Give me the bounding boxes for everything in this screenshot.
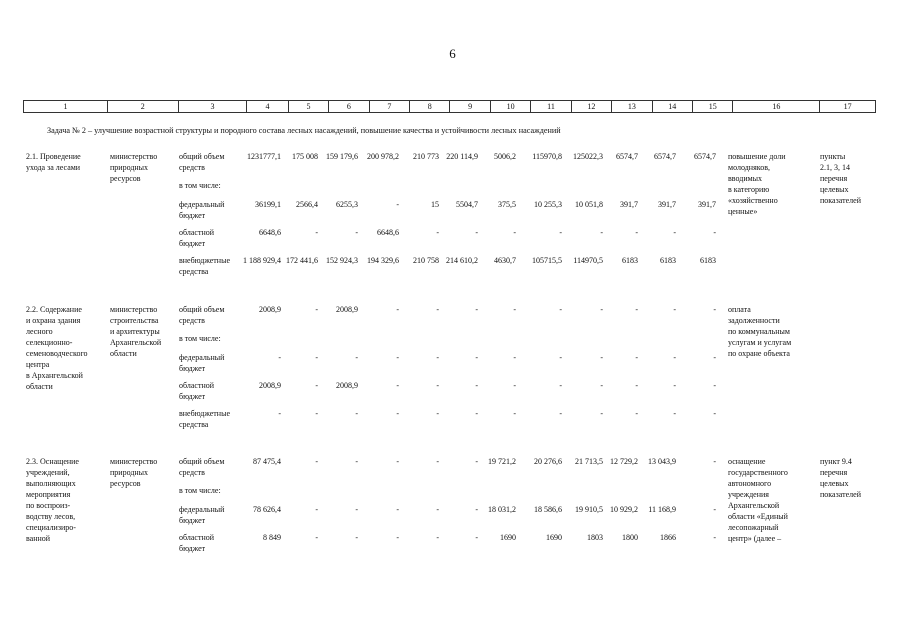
item-name-line: в Архангельской	[26, 371, 83, 380]
item-name-line: водству лесов,	[26, 512, 76, 521]
funding-value-cell: -	[315, 228, 318, 237]
expected-result-line: Архангельской	[728, 501, 780, 510]
funding-value-cell: -	[278, 409, 281, 418]
funding-value-cell: -	[513, 305, 516, 314]
funding-value-cell: 375,5	[498, 200, 516, 209]
funding-value-cell: -	[713, 409, 716, 418]
funding-value-cell: -	[315, 305, 318, 314]
funding-value-cell: -	[355, 533, 358, 542]
executor-line: природных	[110, 163, 149, 172]
funding-value-cell: 6574,7	[694, 152, 716, 161]
funding-value-cell: 36199,1	[255, 200, 281, 209]
task-title: Задача № 2 – улучшение возрастной структуры и породного состава лесных насаждений, повышение качества и устойчивости лесных насаждений	[47, 126, 561, 135]
expected-result-line: оснащение	[728, 457, 766, 466]
funding-value-cell: 12 729,2	[610, 457, 638, 466]
item-name-line: специализиро-	[26, 523, 76, 532]
funding-value-cell: 6255,3	[336, 200, 358, 209]
funding-value-cell: -	[713, 305, 716, 314]
item-name-line: 2.1. Проведение	[26, 152, 81, 161]
funding-value-cell: -	[475, 457, 478, 466]
funding-value-cell: -	[396, 409, 399, 418]
funding-source-label: областной	[179, 228, 215, 237]
page-number: 6	[449, 46, 456, 61]
funding-value-cell: -	[713, 381, 716, 390]
funding-value-cell: -	[315, 505, 318, 514]
funding-value-cell: -	[673, 228, 676, 237]
column-number-cell: 12	[571, 101, 611, 113]
expected-result-line: по коммунальным	[728, 327, 790, 336]
item-name-line: по воспроиз-	[26, 501, 71, 510]
column-number-cell: 9	[450, 101, 490, 113]
funding-value-cell: 2008,9	[336, 381, 358, 390]
funding-value-cell: 2566,4	[296, 200, 318, 209]
funding-value-cell: -	[436, 457, 439, 466]
column-number-cell: 10	[490, 101, 530, 113]
funding-value-cell: -	[436, 505, 439, 514]
funding-source-label: внебюджетные	[179, 256, 230, 265]
funding-source-label: бюджет	[179, 239, 206, 248]
funding-value-cell: -	[315, 409, 318, 418]
expected-result-line: ценные»	[728, 207, 758, 216]
executor-line: области	[110, 349, 137, 358]
indicator-line: показателей	[820, 490, 861, 499]
item-name-line: семеноводческого	[26, 349, 88, 358]
expected-result-line: центр» (далее –	[728, 534, 782, 543]
expected-result-line: области «Единый	[728, 512, 788, 521]
funding-value-cell: -	[475, 353, 478, 362]
funding-value-cell: 11 168,9	[648, 505, 676, 514]
funding-value-cell: 19 721,2	[488, 457, 516, 466]
funding-value-cell: 10 255,3	[534, 200, 562, 209]
executor-line: и архитектуры	[110, 327, 160, 336]
funding-value-cell: -	[436, 409, 439, 418]
funding-value-cell: 159 179,6	[326, 152, 358, 161]
executor-line: министерство	[110, 457, 158, 466]
funding-value-cell: 6183	[660, 256, 676, 265]
funding-value-cell: 2008,9	[259, 305, 281, 314]
funding-value-cell: -	[396, 533, 399, 542]
item-name-line: области	[26, 382, 53, 391]
funding-value-cell: -	[475, 305, 478, 314]
funding-value-cell: -	[355, 457, 358, 466]
indicator-line: пункт 9.4	[820, 457, 852, 466]
funding-value-cell: 2008,9	[259, 381, 281, 390]
item-name-line: 2.2. Содержание	[26, 305, 82, 314]
expected-result-line: вводимых	[728, 174, 763, 183]
column-number-cell: 4	[247, 101, 288, 113]
funding-value-cell: -	[713, 457, 716, 466]
funding-value-cell: 4630,7	[494, 256, 516, 265]
column-number-cell: 14	[652, 101, 692, 113]
column-number-cell: 3	[178, 101, 247, 113]
indicator-line: целевых	[820, 479, 849, 488]
funding-value-cell: 10 051,8	[575, 200, 603, 209]
funding-value-cell: 1803	[587, 533, 603, 542]
funding-value-cell: -	[475, 381, 478, 390]
column-number-cell: 17	[820, 101, 876, 113]
column-number-cell: 7	[369, 101, 409, 113]
funding-value-cell: -	[355, 505, 358, 514]
funding-value-cell: 18 586,6	[534, 505, 562, 514]
funding-value-cell: -	[559, 228, 562, 237]
expected-result-line: автономного	[728, 479, 772, 488]
column-number-cell: 11	[531, 101, 571, 113]
funding-value-cell: -	[355, 228, 358, 237]
funding-value-cell: 115970,8	[532, 152, 562, 161]
funding-source-label: общий объем	[179, 305, 225, 314]
funding-source-label: средств	[179, 468, 205, 477]
expected-result-line: учреждения	[728, 490, 769, 499]
funding-value-cell: 6648,6	[259, 228, 281, 237]
executor-line: строительства	[110, 316, 159, 325]
expected-result-line: по охране объекта	[728, 349, 790, 358]
funding-value-cell: 78 626,4	[253, 505, 281, 514]
funding-source-label: средства	[179, 420, 209, 429]
funding-value-cell: 125022,3	[573, 152, 603, 161]
column-number-cell: 15	[692, 101, 732, 113]
expected-result-line: молодняков,	[728, 163, 771, 172]
in-that-label: в том числе:	[179, 334, 221, 343]
executor-line: ресурсов	[110, 479, 141, 488]
funding-value-cell: 6183	[700, 256, 716, 265]
funding-value-cell: 10 929,2	[610, 505, 638, 514]
funding-value-cell: 5006,2	[494, 152, 516, 161]
column-number-cell: 6	[329, 101, 369, 113]
funding-value-cell: -	[673, 381, 676, 390]
funding-source-label: бюджет	[179, 211, 206, 220]
funding-value-cell: -	[635, 381, 638, 390]
funding-value-cell: -	[559, 409, 562, 418]
funding-value-cell: 6183	[622, 256, 638, 265]
column-number-cell: 8	[410, 101, 450, 113]
funding-value-cell: -	[713, 353, 716, 362]
indicator-line: 2.1, 3, 14	[820, 163, 850, 172]
funding-value-cell: -	[475, 505, 478, 514]
funding-value-cell: 20 276,6	[534, 457, 562, 466]
funding-value-cell: -	[635, 228, 638, 237]
funding-value-cell: -	[475, 409, 478, 418]
column-number-cell: 2	[107, 101, 178, 113]
item-name-line: и охрана здания	[26, 316, 81, 325]
funding-value-cell: -	[315, 381, 318, 390]
funding-value-cell: 1 188 929,4	[243, 256, 281, 265]
funding-value-cell: 1866	[660, 533, 676, 542]
funding-value-cell: -	[315, 353, 318, 362]
funding-value-cell: 1800	[622, 533, 638, 542]
funding-value-cell: 5504,7	[456, 200, 478, 209]
funding-value-cell: -	[635, 353, 638, 362]
item-name-line: ухода за лесами	[26, 163, 81, 172]
funding-value-cell: -	[713, 228, 716, 237]
funding-value-cell: -	[600, 353, 603, 362]
funding-value-cell: -	[396, 505, 399, 514]
item-name-line: селекционно-	[26, 338, 73, 347]
funding-value-cell: 87 475,4	[253, 457, 281, 466]
funding-value-cell: 175 008	[292, 152, 318, 161]
funding-value-cell: -	[513, 409, 516, 418]
expected-result-line: государственного	[728, 468, 788, 477]
in-that-label: в том числе:	[179, 486, 221, 495]
funding-source-label: областной	[179, 381, 215, 390]
funding-value-cell: 105715,5	[532, 256, 562, 265]
funding-value-cell: 214 610,2	[446, 256, 478, 265]
funding-value-cell: -	[513, 381, 516, 390]
item-name-line: лесного	[26, 327, 53, 336]
funding-value-cell: 391,7	[698, 200, 716, 209]
funding-value-cell: -	[396, 305, 399, 314]
funding-value-cell: -	[436, 228, 439, 237]
funding-value-cell: 391,7	[620, 200, 638, 209]
funding-value-cell: 152 924,3	[326, 256, 358, 265]
expected-result-line: лесопожарный	[728, 523, 779, 532]
item-name-line: мероприятия	[26, 490, 71, 499]
column-number-cell: 5	[288, 101, 328, 113]
funding-value-cell: 6574,7	[654, 152, 676, 161]
indicator-line: показателей	[820, 196, 861, 205]
funding-value-cell: 6648,6	[377, 228, 399, 237]
expected-result-line: услугам и услугам	[728, 338, 792, 347]
funding-source-label: федеральный	[179, 353, 225, 362]
funding-value-cell: -	[635, 409, 638, 418]
funding-source-label: бюджет	[179, 364, 206, 373]
funding-value-cell: 194 329,6	[367, 256, 399, 265]
executor-line: природных	[110, 468, 149, 477]
funding-value-cell: 200 978,2	[367, 152, 399, 161]
funding-value-cell: -	[396, 353, 399, 362]
executor-line: ресурсов	[110, 174, 141, 183]
funding-value-cell: 21 713,5	[575, 457, 603, 466]
funding-value-cell: -	[278, 353, 281, 362]
funding-value-cell: -	[315, 457, 318, 466]
item-name-line: выполняющих	[26, 479, 76, 488]
funding-source-label: федеральный	[179, 505, 225, 514]
funding-value-cell: 114970,5	[573, 256, 603, 265]
funding-value-cell: -	[600, 409, 603, 418]
funding-value-cell: -	[559, 381, 562, 390]
executor-line: министерство	[110, 305, 158, 314]
funding-value-cell: 220 114,9	[446, 152, 478, 161]
funding-value-cell: 18 031,2	[488, 505, 516, 514]
funding-source-label: бюджет	[179, 544, 206, 553]
indicator-line: перечня	[820, 468, 848, 477]
funding-source-label: бюджет	[179, 392, 206, 401]
funding-value-cell: -	[559, 305, 562, 314]
funding-value-cell: -	[673, 409, 676, 418]
indicator-line: целевых	[820, 185, 849, 194]
funding-source-label: общий объем	[179, 152, 225, 161]
funding-source-label: средств	[179, 163, 205, 172]
indicator-line: перечня	[820, 174, 848, 183]
funding-value-cell: -	[713, 505, 716, 514]
funding-source-label: средств	[179, 316, 205, 325]
executor-line: министерство	[110, 152, 158, 161]
funding-value-cell: -	[513, 228, 516, 237]
funding-source-label: внебюджетные	[179, 409, 230, 418]
funding-value-cell: -	[475, 533, 478, 542]
funding-source-label: средства	[179, 267, 209, 276]
executor-line: Архангельской	[110, 338, 162, 347]
funding-value-cell: -	[436, 353, 439, 362]
funding-value-cell: -	[635, 305, 638, 314]
funding-value-cell: 13 043,9	[648, 457, 676, 466]
item-name-line: центра	[26, 360, 50, 369]
funding-value-cell: 210 758	[413, 256, 439, 265]
funding-value-cell: -	[475, 228, 478, 237]
funding-value-cell: 1231777,1	[247, 152, 281, 161]
indicator-line: пункты	[820, 152, 846, 161]
funding-value-cell: -	[396, 381, 399, 390]
expected-result-line: задолженности	[728, 316, 780, 325]
funding-value-cell: 391,7	[658, 200, 676, 209]
funding-value-cell: 6574,7	[616, 152, 638, 161]
funding-value-cell: -	[673, 353, 676, 362]
in-that-label: в том числе:	[179, 181, 221, 190]
funding-value-cell: 1690	[546, 533, 562, 542]
item-name-line: учреждений,	[26, 468, 70, 477]
funding-value-cell: 15	[431, 200, 439, 209]
funding-value-cell: 172 441,6	[286, 256, 318, 265]
item-name-line: 2.3. Оснащение	[26, 457, 79, 466]
funding-value-cell: 19 910,5	[575, 505, 603, 514]
funding-value-cell: -	[513, 353, 516, 362]
funding-source-label: федеральный	[179, 200, 225, 209]
funding-source-label: бюджет	[179, 516, 206, 525]
item-name-line: ванной	[26, 534, 51, 543]
funding-source-label: областной	[179, 533, 215, 542]
funding-value-cell: -	[355, 353, 358, 362]
funding-value-cell: 1690	[500, 533, 516, 542]
expected-result-line: оплата	[728, 305, 751, 314]
funding-value-cell: -	[315, 533, 318, 542]
funding-value-cell: 210 773	[413, 152, 439, 161]
expected-result-line: «хозяйственно	[728, 196, 778, 205]
funding-value-cell: -	[600, 228, 603, 237]
funding-value-cell: -	[355, 409, 358, 418]
funding-value-cell: 8 849	[263, 533, 281, 542]
funding-value-cell: -	[600, 381, 603, 390]
funding-value-cell: -	[713, 533, 716, 542]
expected-result-line: в категорию	[728, 185, 770, 194]
funding-value-cell: -	[436, 533, 439, 542]
column-number-header	[23, 100, 876, 113]
funding-value-cell: -	[673, 305, 676, 314]
column-number-cell: 1	[24, 101, 108, 113]
funding-value-cell: -	[396, 457, 399, 466]
column-number-cell: 13	[612, 101, 652, 113]
funding-value-cell: 2008,9	[336, 305, 358, 314]
expected-result-line: повышение доли	[728, 152, 786, 161]
funding-value-cell: -	[600, 305, 603, 314]
funding-value-cell: -	[436, 305, 439, 314]
funding-value-cell: -	[559, 353, 562, 362]
funding-value-cell: -	[396, 200, 399, 209]
column-number-cell: 16	[733, 101, 820, 113]
funding-value-cell: -	[436, 381, 439, 390]
funding-source-label: общий объем	[179, 457, 225, 466]
